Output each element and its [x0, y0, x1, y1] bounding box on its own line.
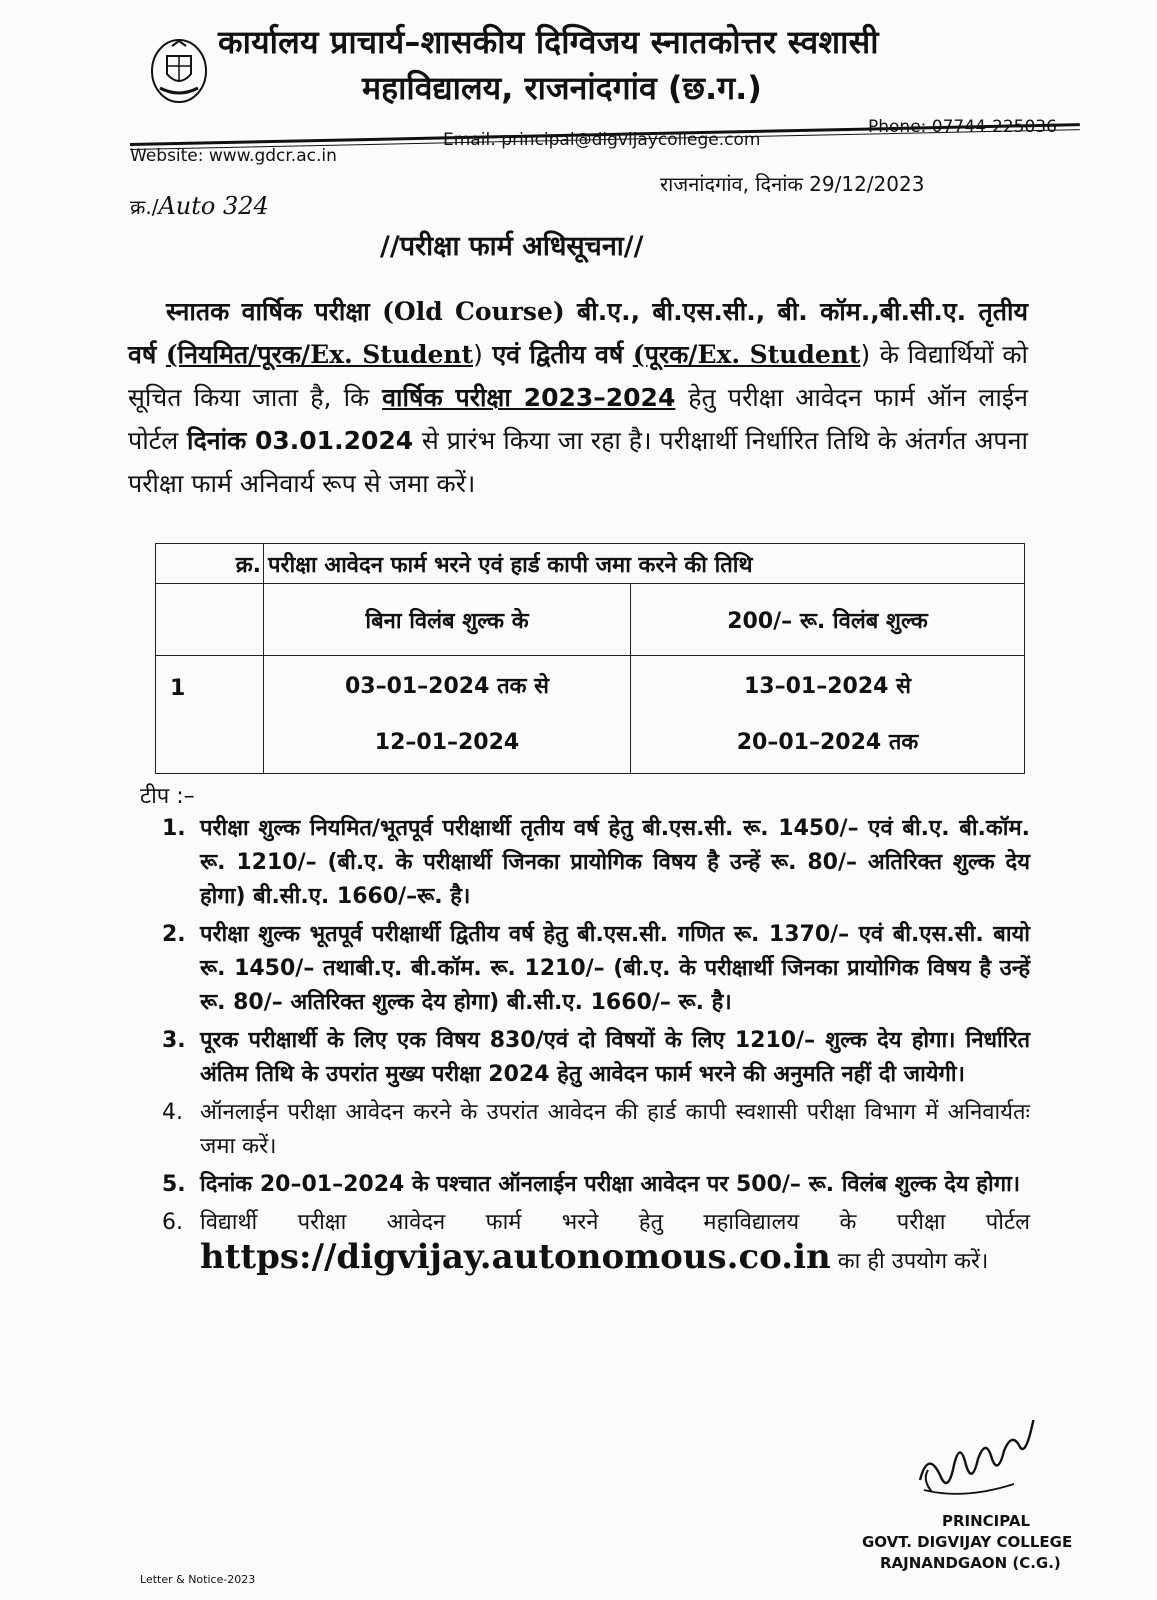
reference-number: [130, 192, 269, 220]
note-text: पूरक परीक्षार्थी के लिए एक विषय 830/एवं दो विषयों के लिए 1210/– शुल्क देय होगा। निर्धारित अंतिम तिथि के उपरांत मुख्य परीक्षा 2024 हेतु आवेदन फार्म भरने की अनुमति नहीं दी जायेगी।: [200, 1028, 1030, 1087]
para-segment-student-type: (नियमित/पूरक/Ex. Student: [165, 340, 474, 369]
para-segment: ): [860, 340, 871, 369]
header-email: Email: principal@digvijaycollege.com: [443, 130, 761, 150]
signature-title: PRINCIPAL: [942, 1512, 1031, 1530]
header-title-line1: कार्यालय प्राचार्य–शासकीय दिग्विजय स्नातकोत्तर स्वशासी: [218, 23, 879, 61]
para-segment-start-date: दिनांक 03.01.2024: [186, 426, 414, 455]
reference-handwritten: Auto 324: [158, 192, 269, 220]
note-number: 4.: [162, 1100, 183, 1125]
para-segment: ): [473, 340, 483, 369]
note-item: [162, 1206, 1030, 1279]
schedule-col1-header: बिना विलंब शुल्क के: [264, 584, 631, 656]
note-item: [162, 1024, 1030, 1092]
signature-city: RAJNANDGAON (C.G.): [880, 1554, 1061, 1572]
schedule-table: [155, 543, 1025, 774]
note-item: [162, 1168, 1030, 1202]
note-item: [162, 918, 1030, 1020]
note-text: परीक्षा शुल्क भूतपूर्व परीक्षार्थी द्वितीय वर्ष हेतु बी.एस.सी. गणित रू. 1370/– एवं बी.एस.सी. बायो रू. 1450/– तथाबी.ए. बी.कॉम. रू. 1210/– (बी.ए. के परीक्षार्थी जिनका प्रायोगिक विषय है उन्हें रू. 80/– अतिरिक्त शुल्क देय होगा) बी.सी.ए. 1660/– रू. है।: [200, 922, 1030, 1015]
note-number: 2.: [162, 922, 186, 947]
para-segment: एवं द्वितीय वर्ष: [492, 340, 624, 369]
schedule-row-col2-line1: 13–01–2024 से: [744, 673, 911, 699]
para-segment: स्नातक वार्षिक परीक्षा: [166, 297, 370, 326]
header-title-line2: महाविद्यालय, राजनांदगांव (छ.ग.): [362, 69, 762, 107]
note-number: 5.: [162, 1172, 186, 1197]
schedule-row-col1-line1: 03–01–2024 तक से: [344, 673, 550, 699]
signature-college: GOVT. DIGVIJAY COLLEGE: [862, 1533, 1073, 1551]
schedule-row-col2-line2: 20–01–2024 तक: [736, 729, 919, 755]
note-text: दिनांक 20–01–2024 के पश्चात ऑनलाईन परीक्षा आवेदन पर 500/– रू. विलंब शुल्क देय होगा।: [200, 1172, 1021, 1197]
college-crest-logo: [150, 38, 208, 104]
issue-date: राजनांदगांव, दिनांक 29/12/2023: [660, 172, 925, 196]
schedule-sn-header: क्र.: [156, 544, 264, 584]
para-segment: बी.ए., बी.एस.सी., बी. कॉम.,बी.सी.ए. तृतीय वर्ष: [128, 297, 1028, 369]
para-segment: हेतु परीक्षा आवेदन फार्म ऑन लाईन पोर्टल: [128, 383, 1028, 455]
reference-prefix: क्र./: [130, 195, 159, 219]
notes-list: [162, 812, 1030, 1283]
note-text: का ही उपयोग करें।: [837, 1249, 989, 1274]
note-item: [162, 812, 1030, 914]
tip-label: टीप :–: [140, 784, 195, 809]
para-segment: से प्रारंभ किया जा रहा है। परीक्षार्थी निर्धारित तिथि के अंतर्गत अपना परीक्षा फार्म अनिवार्य रूप से जमा करें।: [128, 426, 1028, 498]
schedule-row-sn: 1: [156, 656, 264, 774]
para-segment-course: (Old Course): [382, 297, 565, 326]
principal-signature: [910, 1420, 1070, 1525]
note-item: [162, 1096, 1030, 1164]
note-number: 3.: [162, 1028, 186, 1053]
para-segment-student-type: (पूरक/Ex. Student: [632, 340, 861, 369]
note-text: विद्यार्थी परीक्षा आवेदन फार्म भरने हेतु महाविद्यालय के परीक्षा पोर्टल: [200, 1210, 1030, 1235]
note-text: ऑनलाईन परीक्षा आवेदन करने के उपरांत आवेदन की हार्ड कापी स्वशासी परीक्षा विभाग में अनिवार्यतः जमा करें।: [200, 1100, 1030, 1159]
schedule-row-col2: [631, 656, 1025, 774]
footer-note: Letter & Notice-2023: [140, 1573, 256, 1586]
para-segment: के विद्यार्थियों को सूचित किया जाता है, कि: [128, 340, 1028, 412]
schedule-main-header: परीक्षा आवेदन फार्म भरने एवं हार्ड कापी जमा करने की तिथि: [264, 544, 1025, 584]
note-number: 6.: [162, 1210, 183, 1235]
schedule-empty-cell: [156, 584, 264, 656]
para-segment-exam-year: वार्षिक परीक्षा 2023–2024: [382, 383, 676, 412]
notice-title: //परीक्षा फार्म अधिसूचना//: [380, 231, 644, 262]
notice-paragraph: [128, 290, 1028, 505]
schedule-row-col1: [264, 656, 631, 774]
exam-portal-link[interactable]: https://digvijay.autonomous.co.in: [200, 1237, 831, 1277]
header-website: Website: www.gdcr.ac.in: [130, 146, 337, 166]
note-number: 1.: [162, 816, 186, 841]
schedule-col2-header: 200/– रू. विलंब शुल्क: [631, 584, 1025, 656]
note-text: परीक्षा शुल्क नियमित/भूतपूर्व परीक्षार्थी तृतीय वर्ष हेतु बी.एस.सी. रू. 1450/– एवं बी.ए. बी.कॉम. रू. 1210/– (बी.ए. के परीक्षार्थी जिनका प्रायोगिक विषय है उन्हें रू. 80/– अतिरिक्त शुल्क देय होगा) बी.सी.ए. 1660/–रू. है।: [200, 816, 1030, 909]
schedule-row-col1-line2: 12–01–2024: [374, 729, 520, 755]
header-phone: Phone: 07744-225036: [868, 117, 1057, 137]
